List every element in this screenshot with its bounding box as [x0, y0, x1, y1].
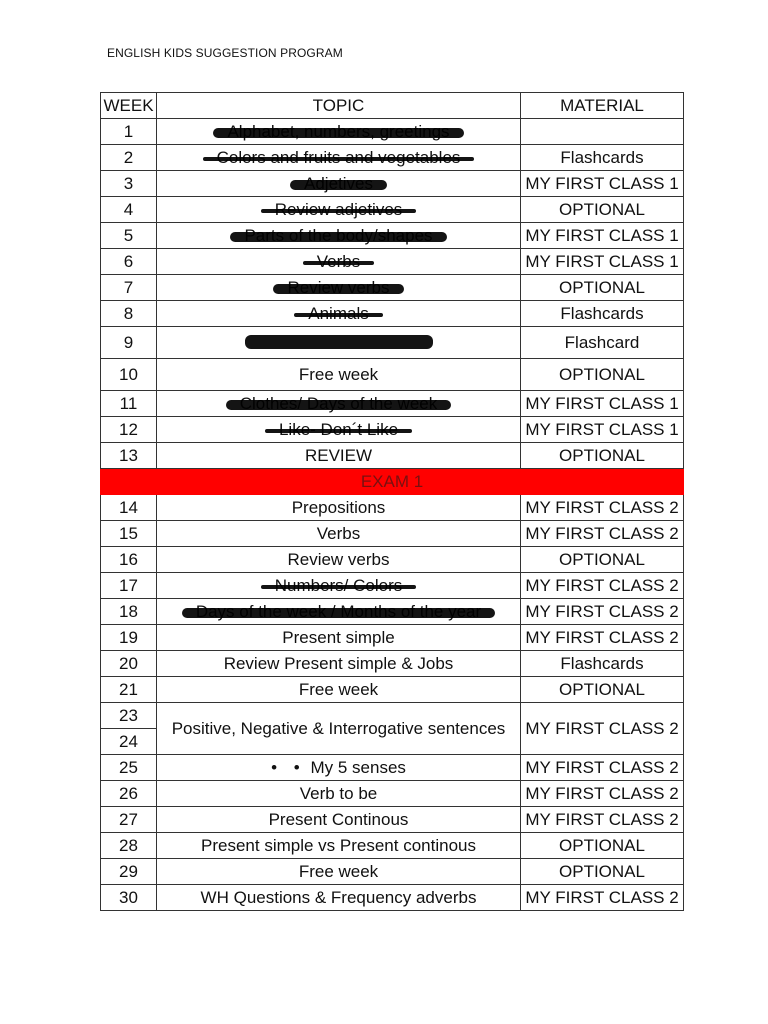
week-cell: 10: [101, 359, 157, 391]
material-cell: OPTIONAL: [521, 677, 684, 703]
table-row: [101, 327, 684, 359]
topic-cell: [157, 301, 521, 327]
struck-topic: [244, 223, 432, 248]
table-row: [101, 651, 684, 677]
table-row: [101, 521, 684, 547]
topic-cell: [157, 417, 521, 443]
material-cell: MY FIRST CLASS 1: [521, 417, 684, 443]
material-cell: MY FIRST CLASS 1: [521, 171, 684, 197]
material-cell: MY FIRST CLASS 2: [521, 703, 684, 755]
material-cell: MY FIRST CLASS 2: [521, 495, 684, 521]
topic-text: My 5 senses: [310, 758, 406, 777]
table-row: [101, 417, 684, 443]
table-row: [101, 703, 684, 729]
topic-cell: [157, 197, 521, 223]
scribble-mark: [294, 313, 382, 317]
week-cell: 21: [101, 677, 157, 703]
week-cell: 28: [101, 833, 157, 859]
schedule-body-part2: [101, 327, 684, 391]
table-row: [101, 573, 684, 599]
week-cell: 15: [101, 521, 157, 547]
scribble-mark: [182, 608, 495, 618]
table-row: [101, 223, 684, 249]
topic-cell: [157, 249, 521, 275]
week-cell: 18: [101, 599, 157, 625]
schedule-body-part3: [101, 391, 684, 469]
exam-section: [101, 469, 684, 495]
struck-topic: [308, 301, 368, 326]
material-cell: MY FIRST CLASS 1: [521, 391, 684, 417]
week-cell: 9: [101, 327, 157, 359]
table-row: [101, 755, 684, 781]
material-cell: MY FIRST CLASS 2: [521, 885, 684, 911]
week-cell: 14: [101, 495, 157, 521]
exam-label: EXAM 1: [101, 469, 684, 495]
topic-cell: Free week: [157, 677, 521, 703]
scribble-mark: [203, 157, 475, 161]
scribble-mark: [230, 232, 446, 242]
topic-cell: Present Continous: [157, 807, 521, 833]
material-cell: OPTIONAL: [521, 275, 684, 301]
material-cell: [521, 119, 684, 145]
table-row: [101, 495, 684, 521]
topic-cell: Positive, Negative & Interrogative sentences: [157, 703, 521, 755]
table-row: [101, 833, 684, 859]
topic-cell: [157, 391, 521, 417]
table-row: [101, 197, 684, 223]
week-cell: 30: [101, 885, 157, 911]
material-cell: OPTIONAL: [521, 859, 684, 885]
material-cell: OPTIONAL: [521, 197, 684, 223]
topic-cell: [157, 119, 521, 145]
table-row: [101, 301, 684, 327]
week-cell: 12: [101, 417, 157, 443]
week-cell: 11: [101, 391, 157, 417]
table-row: [101, 807, 684, 833]
table-row: [101, 443, 684, 469]
scribble-mark: [303, 261, 374, 265]
header-row: [101, 93, 684, 119]
topic-cell: Free week: [157, 859, 521, 885]
topic-cell: [157, 275, 521, 301]
table-row: [101, 119, 684, 145]
week-cell: 4: [101, 197, 157, 223]
week-cell: 3: [101, 171, 157, 197]
table-row: [101, 171, 684, 197]
struck-topic: [275, 197, 403, 222]
topic-cell: [157, 573, 521, 599]
week-cell: 5: [101, 223, 157, 249]
schedule-body-part6: [101, 781, 684, 911]
material-cell: Flashcards: [521, 145, 684, 171]
material-cell: MY FIRST CLASS 2: [521, 599, 684, 625]
scribble-mark: [261, 585, 417, 589]
material-cell: MY FIRST CLASS 2: [521, 625, 684, 651]
material-cell: MY FIRST CLASS 2: [521, 781, 684, 807]
scribble-mark: [290, 180, 387, 190]
week-cell: 8: [101, 301, 157, 327]
schedule-body-part5: [101, 703, 684, 781]
material-cell: MY FIRST CLASS 2: [521, 755, 684, 781]
table-row: [101, 391, 684, 417]
topic-cell: Verb to be: [157, 781, 521, 807]
topic-cell: Free week: [157, 359, 521, 391]
week-cell: 17: [101, 573, 157, 599]
week-cell: 1: [101, 119, 157, 145]
week-cell: 13: [101, 443, 157, 469]
struck-topic: [304, 171, 373, 196]
topic-cell: Present simple: [157, 625, 521, 651]
table-row: [101, 359, 684, 391]
table-row: [101, 547, 684, 573]
struck-topic: [275, 573, 403, 598]
material-cell: MY FIRST CLASS 1: [521, 223, 684, 249]
struck-topic: [287, 275, 389, 300]
material-cell: OPTIONAL: [521, 547, 684, 573]
scribble-mark: [261, 209, 417, 213]
schedule-body-part1: [101, 119, 684, 327]
week-cell: 19: [101, 625, 157, 651]
schedule-body-part4: [101, 495, 684, 703]
topic-cell: Prepositions: [157, 495, 521, 521]
week-cell: 16: [101, 547, 157, 573]
topic-header: TOPIC: [157, 93, 521, 119]
week-cell: 27: [101, 807, 157, 833]
topic-cell: Verbs: [157, 521, 521, 547]
table-row: [101, 859, 684, 885]
table-row: [101, 599, 684, 625]
struck-topic: [227, 119, 449, 144]
struck-topic: [217, 145, 461, 170]
scribble-mark: [245, 335, 433, 349]
exam-row: [101, 469, 684, 495]
week-header: WEEK: [101, 93, 157, 119]
struck-topic: [196, 599, 481, 624]
material-cell: OPTIONAL: [521, 443, 684, 469]
struck-topic: [279, 417, 398, 442]
topic-cell: [157, 599, 521, 625]
topic-cell: [157, 171, 521, 197]
material-cell: MY FIRST CLASS 1: [521, 249, 684, 275]
material-cell: Flashcards: [521, 651, 684, 677]
table-row: [101, 625, 684, 651]
topic-cell: [157, 223, 521, 249]
topic-cell: [157, 145, 521, 171]
week-cell: 6: [101, 249, 157, 275]
material-cell: MY FIRST CLASS 2: [521, 807, 684, 833]
week-cell: 25: [101, 755, 157, 781]
table-row: [101, 677, 684, 703]
struck-topic: [317, 249, 360, 274]
material-cell: OPTIONAL: [521, 359, 684, 391]
material-header: MATERIAL: [521, 93, 684, 119]
table-row: [101, 249, 684, 275]
week-cell: 7: [101, 275, 157, 301]
table-row: [101, 885, 684, 911]
topic-cell: Present simple vs Present continous: [157, 833, 521, 859]
topic-cell: Review verbs: [157, 547, 521, 573]
material-cell: Flashcard: [521, 327, 684, 359]
schedule-table: [100, 92, 684, 911]
material-cell: MY FIRST CLASS 2: [521, 521, 684, 547]
material-cell: OPTIONAL: [521, 833, 684, 859]
topic-cell: [157, 755, 521, 781]
week-cell: 2: [101, 145, 157, 171]
week-cell: 26: [101, 781, 157, 807]
table-row: [101, 275, 684, 301]
struck-topic: [240, 391, 437, 416]
table-row: [101, 781, 684, 807]
material-cell: Flashcards: [521, 301, 684, 327]
material-cell: MY FIRST CLASS 2: [521, 573, 684, 599]
table-row: [101, 145, 684, 171]
topic-cell: Review Present simple & Jobs: [157, 651, 521, 677]
scribble-mark: [265, 429, 412, 433]
topic-cell-scribbled: [157, 327, 521, 359]
week-cell: 20: [101, 651, 157, 677]
scribble-mark: [226, 400, 451, 410]
scribble-mark: [213, 128, 463, 138]
document-title: ENGLISH KIDS SUGGESTION PROGRAM: [107, 46, 343, 60]
week-cell: 23: [101, 703, 157, 729]
scribble-mark: [273, 284, 403, 294]
topic-cell: WH Questions & Frequency adverbs: [157, 885, 521, 911]
week-cell: 24: [101, 729, 157, 755]
week-cell: 29: [101, 859, 157, 885]
topic-cell: REVIEW: [157, 443, 521, 469]
bullet-marks: • •: [271, 758, 306, 777]
